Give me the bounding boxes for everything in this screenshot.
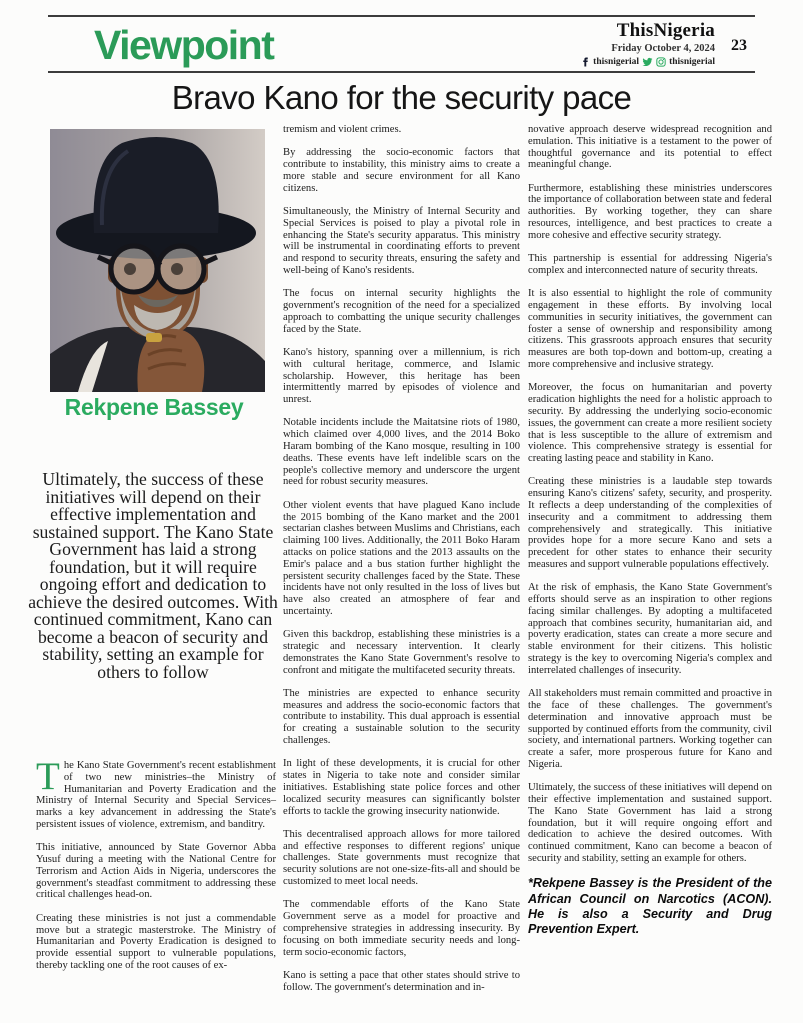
column-3-paragraphs [528, 124, 772, 865]
article-paragraph: At the risk of emphasis, the Kano State Government's efforts should serve as an inspiration to other regions facing similar challenges. By adopting a multifaceted approach that combines security, humanitarian aid, and poverty eradication, states can create a more secure and stable environment for their citizens. This holistic strategy is the key to overcoming Nigeria's complex and interrelated challenges of insecurity. [528, 582, 772, 676]
top-rule [48, 15, 755, 17]
article-paragraph: Given this backdrop, establishing these ministries is a strategic and necessary intervention. It clearly demonstrates the Kano State Government's resolve to confront and mitigate the multifaceted security threats. [283, 629, 520, 676]
facebook-icon [581, 57, 590, 67]
article-paragraph: Notable incidents include the Maitatsine riots of 1980, which claimed over 4,000 lives, and the 2014 Boko Haram bombing of the Kano mosque, resulting in 100 deaths. These events have left indelible scars on the people's collective memory and underscore the urgent need for robust security measures. [283, 417, 520, 488]
page-number: 23 [731, 37, 747, 54]
article-paragraph: Kano is setting a pace that other states should strive to follow. The government's determination and in- [283, 969, 520, 993]
article-column-1 [36, 755, 276, 983]
article-paragraph: tremism and violent crimes. [283, 124, 402, 135]
author-name: Rekpene Bassey [64, 394, 244, 420]
paper-name: ThisNigeria [616, 20, 715, 41]
article-column-3 [528, 124, 772, 949]
article-lead-paragraph [36, 755, 276, 831]
instagram-icon [656, 57, 666, 67]
article-paragraph: novative approach deserve widespread recognition and emulation. This initiative is a testament to the power of thoughtful governance and its potential to effect meaningful change. [528, 124, 772, 171]
header-rule [48, 71, 755, 73]
facebook-handle: thisnigerial [593, 57, 640, 67]
pull-quote: Ultimately, the success of these initiatives will depend on their effective implementation and sustained support. The Kano State Government has laid a strong foundation, but it will require ongoing effort and dedication to achieve the desired outcomes. With continued commitment, Kano can become a beacon of security and stability, setting an example for others to follow [28, 469, 278, 682]
article-paragraph: In light of these developments, it is crucial for other states in Nigeria to take note and consider similar initiatives. Establishing state police forces and other localized security measures can significantly bolster efforts to tackle the growing insecurity nationwide. [283, 758, 520, 817]
paper-date: Friday October 4, 2024 [611, 43, 715, 54]
article-paragraph: The ministries are expected to enhance security measures and address the socio-economic factors that contribute to instability. This dual approach is essential for creating a sustainable solution to the security challenges. [283, 687, 520, 747]
article-paragraph: Moreover, the focus on humanitarian and poverty eradication highlights the need for a holistic approach to security. By addressing the underlying socio-economic issues, the government can create a more resilient society that is less susceptible to the allure of extremism and violence. This comprehensive strategy is essential for creating lasting peace and stability in Kano. [528, 382, 772, 465]
article-headline: Bravo Kano for the security pace [171, 79, 632, 116]
article-paragraph: This partnership is essential for addressing Nigeria's complex and interconnected nature of security threats. [528, 253, 772, 276]
article-paragraph: The focus on internal security highlights the government's recognition of the need for a specialized approach to combatting the unique security challenges faced by the State. [283, 288, 520, 335]
article-paragraph: The commendable efforts of the Kano State Government serve as a model for proactive and comprehensive strategies in addressing insecurity. By focusing on both immediate security needs and long-term socio-economic factors, [283, 899, 520, 958]
instagram-handle: thisnigerial [669, 57, 715, 67]
article-paragraph: Furthermore, establishing these ministries underscores the importance of collaboration between state and federal authorities. By working together, they can share resources, intelligence, and best practices to create a more cohesive and effective security strategy. [528, 182, 772, 241]
article-column-2 [283, 124, 520, 1005]
social-row [495, 57, 715, 67]
article-paragraph: Creating these ministries is a laudable step towards ensuring Kano's citizens' safety, security, and prosperity. It reflects a deep understanding of the complexities of insecurity and a commitment to addressing them comprehensively and strategically. This initiative provides hope for a more secure Kano and sets a precedent for other states to enhance their security measures and support vulnerable populations effectively. [528, 476, 772, 570]
article-paragraph: This initiative, announced by State Governor Abba Yusuf during a meeting with the National Centre for Terrorism and Action Aids in Nigeria, underscores the government's steadfast commitment to addressing these critical challenges head-on. [36, 842, 276, 901]
lead-paragraph-text: he Kano State Government's recent establishment of two new ministries–the Ministry of Humanitarian and Poverty Eradication and the Ministry of Internal Security and Special Services–marks a key advancement in addressing the State's persistent issues of violence, extremism, and banditry. [36, 760, 276, 830]
masthead-right [495, 20, 715, 67]
drop-cap: T [36, 755, 60, 798]
article-paragraph: Ultimately, the success of these initiatives will depend on their effective implementation and sustained support. The Kano State Government has laid a strong foundation, but it will require ongoing effort and dedication to achieve the desired outcomes. With continued commitment, Kano can become a beacon of security and stability, setting an example for others. [528, 782, 772, 865]
column-1-paragraphs [36, 842, 276, 971]
article-paragraph: By addressing the socio-economic factors that contribute to instability, this ministry aims to create a more stable and secure environment for all Kano citizens. [283, 147, 520, 194]
article-paragraph: This decentralised approach allows for more tailored and effective responses to different regions' unique challenges. State governments must recognize that security solutions are not one-size-fits-all and should be customized to meet local needs. [283, 828, 520, 888]
author-bio-note: *Rekpene Bassey is the President of the African Council on Narcotics (ACON). He is also a Security and Drug Prevention Expert. [528, 876, 772, 936]
section-logo: Viewpoint [94, 22, 274, 68]
article-paragraph: Kano's history, spanning over a millennium, is rich with cultural heritage, commerce, and Islamic scholarship. However, this heritage has been intermittently marred by episodes of violence and unrest. [283, 346, 520, 406]
article-paragraph: It is also essential to highlight the role of community engagement in these efforts. By involving local communities in security initiatives, the government can foster a sense of ownership and responsibility among citizens. This grassroots approach ensures that security measures are both top-down and bottom-up, creating a more comprehensive and inclusive strategy. [528, 288, 772, 371]
article-paragraph: Other violent events that have plagued Kano include the 2015 bombing of the Kano market and the 2001 sectarian clashes between Muslims and Christians, each claiming 100 lives. Additionally, the 2011 Boko Haram attacks on police stations and the 2013 assaults on the Emir's palace and a bus station further highlight the persistent security challenges faced by the State. These incidents have not only resulted in the loss of lives but have also created an atmosphere of fear and uncertainty. [283, 499, 520, 617]
article-paragraph: All stakeholders must remain committed and proactive in the face of these challenges. The government's determination and innovative approach must be supported by continued efforts from the community, civil society, and international partners. Working together can create a safer, more prosperous future for Kano and Nigeria. [528, 688, 772, 770]
article-paragraph: Simultaneously, the Ministry of Internal Security and Special Services is poised to play a pivotal role in enhancing the State's security apparatus. This ministry will be instrumental in coordinating efforts to prevent and respond to security threats, ensuring the safety and well-being of Kano's residents. [283, 205, 520, 276]
article-paragraph: Creating these ministries is not just a commendable move but a strategic masterstroke. The Ministry of Humanitarian and Poverty Eradication is designed to provide essential support to vulnerable populations, thereby tackling one of the root causes of ex- [36, 912, 276, 971]
twitter-icon [642, 57, 653, 67]
author-portrait-photo [50, 129, 265, 392]
